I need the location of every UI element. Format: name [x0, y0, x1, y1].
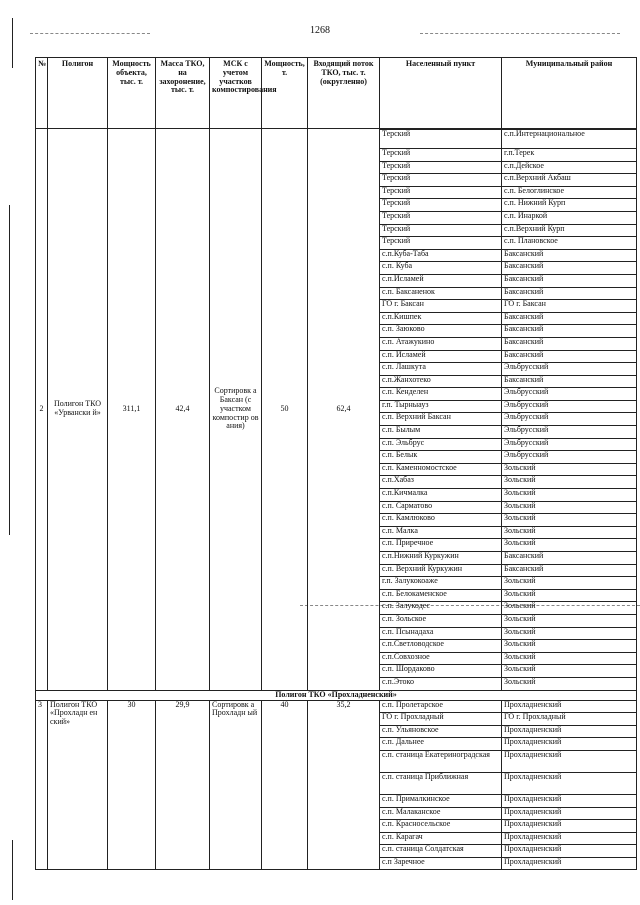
top-dashed-rule: [30, 33, 150, 34]
municipal-district: Прохладненский: [502, 832, 637, 845]
municipal-district: Зольский: [502, 665, 637, 678]
municipal-district: Эльбрусский: [502, 363, 637, 376]
settlement-name: Терский: [380, 199, 502, 212]
settlement-name: Терский: [380, 211, 502, 224]
settlement-name: с.п.Жанхотеко: [380, 375, 502, 388]
column-header: МСК с учетом участков компостирования: [210, 58, 262, 129]
municipal-district: Прохладненский: [502, 857, 637, 870]
settlement-name: с.п. Карагач: [380, 832, 502, 845]
settlement-name: с.п. Ульяновское: [380, 725, 502, 738]
municipal-district: Зольский: [502, 677, 637, 690]
settlement-name: с.п. Дальнее: [380, 738, 502, 751]
municipal-district: Прохладненский: [502, 794, 637, 807]
row-number: 3: [36, 700, 48, 870]
settlement-name: с.п. Малка: [380, 526, 502, 539]
municipal-district: Зольский: [502, 577, 637, 590]
table-row: [36, 700, 637, 713]
municipal-district: Зольский: [502, 489, 637, 502]
settlement-name: с.п.Кишпек: [380, 312, 502, 325]
section-row: [36, 690, 637, 700]
column-header: Муниципальный район: [502, 58, 637, 129]
settlement-name: Терский: [380, 130, 502, 149]
facility-power: 40: [262, 700, 308, 870]
settlement-name: с.п.Нижний Куркужин: [380, 552, 502, 565]
row-number: 2: [36, 129, 48, 691]
municipal-district: с.п.Дейское: [502, 161, 637, 174]
block2-body: [36, 129, 637, 691]
municipal-district: Баксанский: [502, 262, 637, 275]
municipal-district: Зольский: [502, 640, 637, 653]
municipal-district: с.п.Интернациональное: [502, 130, 637, 149]
municipal-district: Баксанский: [502, 552, 637, 565]
municipal-district: Зольский: [502, 463, 637, 476]
settlement-name: с.п. Кенделен: [380, 388, 502, 401]
municipal-district: Зольский: [502, 589, 637, 602]
municipal-district: Зольский: [502, 614, 637, 627]
municipal-district: Баксанский: [502, 325, 637, 338]
object-capacity: 311,1: [108, 129, 156, 691]
settlement-name: с.п.Куба-Таба: [380, 249, 502, 262]
landfill-mass: 29,9: [156, 700, 210, 870]
municipal-district: Баксанский: [502, 375, 637, 388]
top-dashed-rule: [420, 33, 620, 34]
settlement-name: с.п. станица Приближная: [380, 772, 502, 794]
settlement-name: с.п. Шордаково: [380, 665, 502, 678]
settlement-name: ГО г. Прохладный: [380, 713, 502, 726]
settlement-name: с.п. Пролетарское: [380, 700, 502, 713]
settlement-name: Терский: [380, 224, 502, 237]
settlement-name: с.п. Красносельское: [380, 820, 502, 833]
settlement-name: с.п.Светловодское: [380, 640, 502, 653]
settlement-name: г.п. Тырныауз: [380, 400, 502, 413]
municipal-district: с.п.Верхний Акбаш: [502, 174, 637, 187]
block3-body: [36, 700, 637, 870]
polygon-name: Полигон ТКО «Прохладн ен ский»: [48, 700, 108, 870]
incoming-flow: 35,2: [308, 700, 380, 870]
settlement-name: с.п. Исламей: [380, 350, 502, 363]
municipal-district: Прохладненский: [502, 700, 637, 713]
municipal-district: с.п. Инаркой: [502, 211, 637, 224]
municipal-district: Баксанский: [502, 337, 637, 350]
table-header-row: [36, 58, 637, 129]
settlement-name: с.п.Исламей: [380, 274, 502, 287]
facility-power: 50: [262, 129, 308, 691]
landfill-mass: 42,4: [156, 129, 210, 691]
section-title: Полигон ТКО «Прохладненский»: [36, 690, 637, 700]
sorting-facility: Сортировк а Баксан (с участком компостир ов ания): [210, 129, 262, 691]
incoming-flow: 62,4: [308, 129, 380, 691]
settlement-name: с.п. Верхний Баксан: [380, 413, 502, 426]
left-margin-line: [12, 18, 13, 68]
municipal-district: Зольский: [502, 627, 637, 640]
settlement-name: с.п. Белокаменское: [380, 589, 502, 602]
settlement-name: с.п. станица Екатериноградская: [380, 750, 502, 772]
settlement-name: с.п Заречное: [380, 857, 502, 870]
municipal-district: Баксанский: [502, 287, 637, 300]
municipal-district: Прохладненский: [502, 725, 637, 738]
municipal-district: Зольский: [502, 501, 637, 514]
municipal-district: Эльбрусский: [502, 413, 637, 426]
municipal-district: Эльбрусский: [502, 451, 637, 464]
settlement-name: с.п.Совхозное: [380, 652, 502, 665]
municipal-district: Зольский: [502, 526, 637, 539]
column-header: Мощность, т.: [262, 58, 308, 129]
settlement-name: г.п. Залукокоаже: [380, 577, 502, 590]
municipal-district: Прохладненский: [502, 772, 637, 794]
settlement-name: с.п. Баксаненок: [380, 287, 502, 300]
municipal-district: Зольский: [502, 652, 637, 665]
settlement-name: с.п.Кичмалка: [380, 489, 502, 502]
settlement-name: с.п. Залукодес: [380, 602, 502, 615]
municipal-district: Баксанский: [502, 350, 637, 363]
column-header: №: [36, 58, 48, 129]
municipal-district: Эльбрусский: [502, 426, 637, 439]
settlement-name: с.п. Куба: [380, 262, 502, 275]
municipal-district: с.п. Белоглинское: [502, 186, 637, 199]
settlement-name: Терский: [380, 174, 502, 187]
municipal-district: Баксанский: [502, 249, 637, 262]
settlement-name: с.п. Каменномостское: [380, 463, 502, 476]
column-header: Входящий поток ТКО, тыс. т. (округленно): [308, 58, 380, 129]
settlement-name: с.п. Белык: [380, 451, 502, 464]
settlement-name: с.п. станица Солдатская: [380, 845, 502, 858]
object-capacity: 30: [108, 700, 156, 870]
settlement-name: с.п. Былым: [380, 426, 502, 439]
municipal-district: Зольский: [502, 476, 637, 489]
municipal-district: Баксанский: [502, 274, 637, 287]
municipal-district: г.п.Терек: [502, 149, 637, 162]
municipal-district: Зольский: [502, 602, 637, 615]
settlement-name: Терский: [380, 161, 502, 174]
column-header: Мощность объекта, тыс. т.: [108, 58, 156, 129]
municipal-district: Баксанский: [502, 312, 637, 325]
settlement-name: с.п. Малаканское: [380, 807, 502, 820]
polygon-name: Полигон ТКО «Урвански й»: [48, 129, 108, 691]
municipal-district: с.п.Верхний Курп: [502, 224, 637, 237]
municipal-district: ГО г. Прохладный: [502, 713, 637, 726]
settlement-name: с.п. Приречное: [380, 539, 502, 552]
left-margin-line: [12, 840, 13, 900]
municipal-district: Баксанский: [502, 564, 637, 577]
sorting-facility: Сортировк а Прохладн ый: [210, 700, 262, 870]
settlement-name: ГО г. Баксан: [380, 300, 502, 313]
settlement-name: с.п. Сарматово: [380, 501, 502, 514]
municipal-district: Прохладненский: [502, 738, 637, 751]
settlement-name: с.п. Прималкинское: [380, 794, 502, 807]
municipal-district: Зольский: [502, 514, 637, 527]
page-number: 1268: [310, 25, 330, 36]
municipal-district: с.п. Нижний Курп: [502, 199, 637, 212]
municipal-district: Зольский: [502, 539, 637, 552]
settlement-name: с.п. Зольское: [380, 614, 502, 627]
settlement-name: с.п.Хабаз: [380, 476, 502, 489]
settlement-name: с.п. Эльбрус: [380, 438, 502, 451]
municipal-district: Эльбрусский: [502, 388, 637, 401]
settlement-name: с.п. Верхний Куркужин: [380, 564, 502, 577]
settlement-name: с.п.Этоко: [380, 677, 502, 690]
settlement-name: с.п. Камлюково: [380, 514, 502, 527]
municipal-district: с.п. Плановское: [502, 237, 637, 250]
settlement-name: Терский: [380, 149, 502, 162]
municipal-district: Эльбрусский: [502, 438, 637, 451]
municipal-district: Прохладненский: [502, 750, 637, 772]
municipal-district: Прохладненский: [502, 845, 637, 858]
settlement-name: с.п. Лашкута: [380, 363, 502, 376]
municipal-district: Прохладненский: [502, 820, 637, 833]
municipal-district: ГО г. Баксан: [502, 300, 637, 313]
settlement-name: с.п. Атажукино: [380, 337, 502, 350]
column-header: Масса ТКО, на захоронение, тыс. т.: [156, 58, 210, 129]
left-margin-line: [9, 205, 10, 535]
municipal-district: Прохладненский: [502, 807, 637, 820]
column-header: Населенный пункт: [380, 58, 502, 129]
settlement-name: с.п. Заюково: [380, 325, 502, 338]
municipal-district: Эльбрусский: [502, 400, 637, 413]
settlement-name: Терский: [380, 186, 502, 199]
settlement-name: Терский: [380, 237, 502, 250]
settlement-name: с.п. Псынадаха: [380, 627, 502, 640]
column-header: Полигон: [48, 58, 108, 129]
waste-polygons-table: [35, 57, 637, 870]
